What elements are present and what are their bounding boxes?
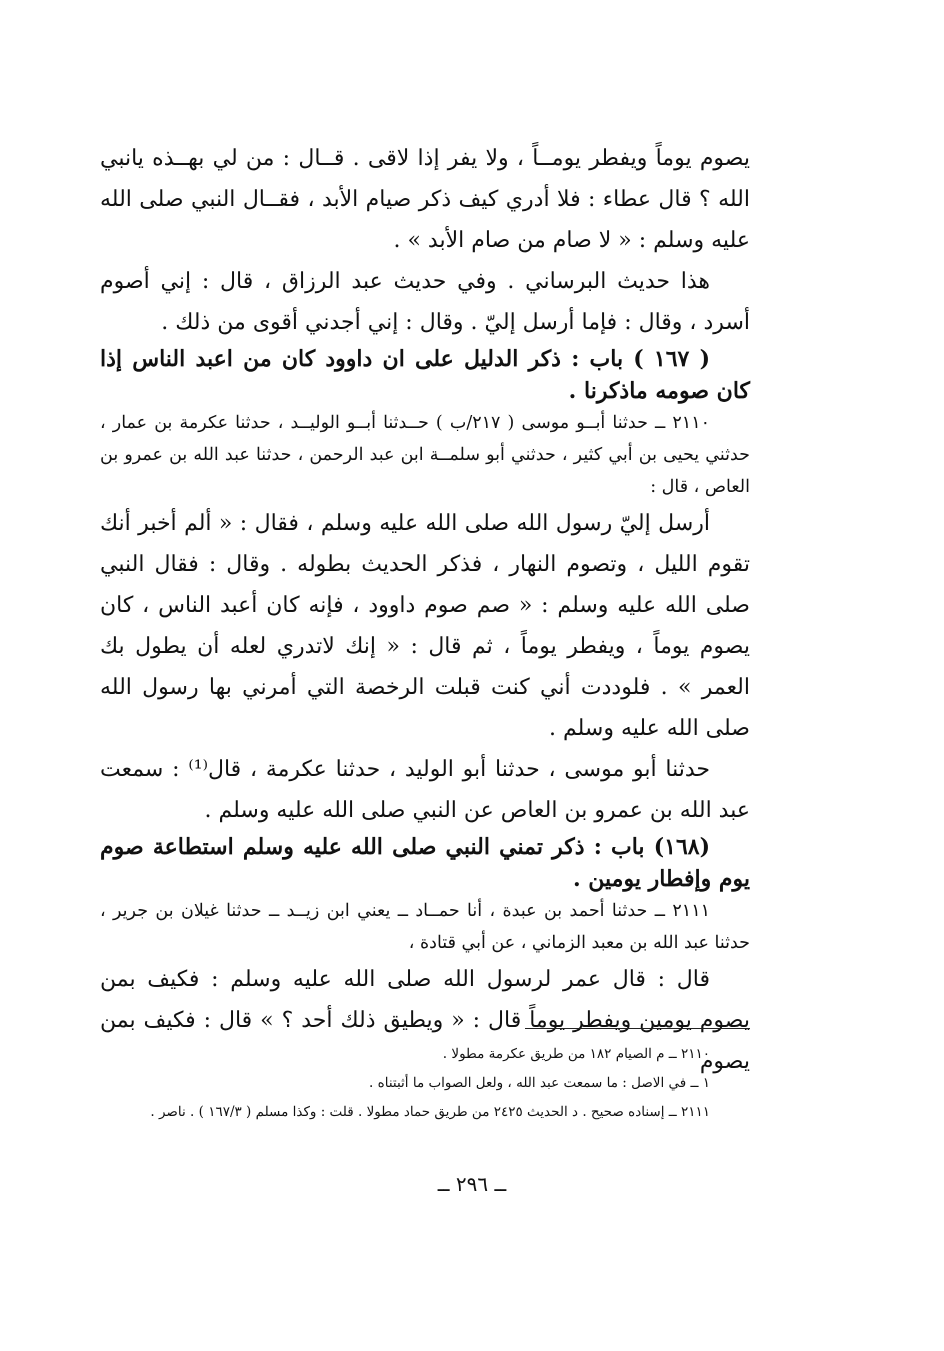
paragraph-5: قال : قال عمر لرسول الله صلى الله عليه وسلم : فكيف بمن يصوم يومين ويفطر يوماً قال : « ويطيق ذلك أحد ؟ » قال : فكيف بمن يصوم	[100, 967, 750, 1074]
footnote-divider	[525, 1028, 750, 1029]
footnote-2111: ٢١١١ ــ إسناده صحيح . د الحديث ٢٤٢٥ من طريق حماد مطولا . قلت : وكذا مسلم ( ١٦٧/٣ ) . ناصر .	[150, 1104, 710, 1120]
footnote-1: ١ ــ في الاصل : ما سمعت عبد الله ، ولعل الصواب ما أثبتناه .	[369, 1075, 710, 1091]
paragraph-4: حدثنا أبو موسى ، حدثنا أبو الوليد ، حدثنا عكرمة ، قال⁽¹⁾ : سمعت عبد الله بن عمرو بن العاص عن النبي صلى الله عليه وسلم .	[100, 757, 750, 823]
page-number: ــ ٢٩٦ ــ	[437, 1172, 507, 1196]
footnotes	[100, 1040, 750, 1127]
paragraph-2: هذا حديث البرساني . وفي حديث عبد الرزاق ، قال : إني أصوم أسرد ، وقال : فإما أرسل إليّ . وقال : إني أجدني أقوى من ذلك .	[100, 269, 750, 335]
footnote-2110: ٢١١٠ ــ م الصيام ١٨٢ من طريق عكرمة مطولا .	[442, 1046, 710, 1062]
paragraph-3: أرسل إليّ رسول الله صلى الله عليه وسلم ، فقال : « ألم أخبر أنك تقوم الليل ، وتصوم النهار ، فذكر الحديث بطوله . وقال : فقال النبي صلى الله عليه وسلم : « صم صوم داوود ، فإنه كان أعبد الناس ، كان يصوم يوماً ، ويفطر يوماً ، ثم قال : « إنك لاتدري لعله أن يطول بك العمر » . فلوددت أني كنت قبلت الرخصة التي أمرني بها رسول الله صلى الله عليه وسلم .	[100, 511, 750, 741]
paragraph-1: يصوم يوماً ويفطر يومــاً ، ولا يفر إذا لاقى . قــال : من لي بهــذه يانبي الله ؟ قال عطاء : فلا أدري كيف ذكر صيام الأبد ، فقــال النبي صلى الله عليه وسلم : « لا صام من صام الأبد » .	[100, 146, 751, 253]
main-text	[100, 138, 750, 1082]
hadith-chain-2111: ٢١١١ ــ حدثنا أحمد بن عبدة ، أنا حمــاد ــ يعني ابن زيــد ــ حدثنا غيلان بن جرير ، حدثنا عبد الله بن معبد الزماني ، عن أبي قتادة ،	[100, 901, 750, 953]
hadith-chain-2110: ٢١١٠ ــ حدثنا أبــو موسى ( ٢١٧/ب ) حــدثنا أبــو الوليــد ، حدثنا عكرمة بن عمار ، حدثني يحيى بن أبي كثير ، حدثني أبو سلمــة ابن عبد الرحمن ، حدثنا عبد الله بن عمرو بن العاص ، قال :	[100, 413, 750, 497]
chapter-heading-168: (١٦٨) باب : ذكر تمني النبي صلى الله عليه وسلم استطاعة صوم يوم وإفطار يومين .	[100, 834, 750, 892]
chapter-heading-167: ( ١٦٧ ) باب : ذكر الدليل على ان داوود كان من اعبد الناس إذا كان صومه ماذكرنا .	[100, 346, 750, 404]
